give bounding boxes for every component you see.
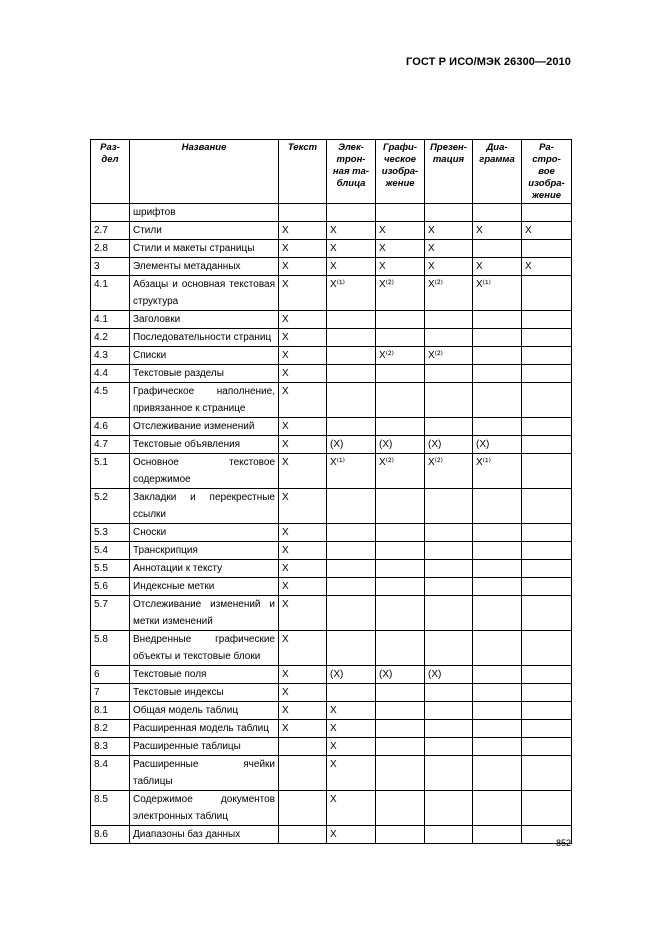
mark-cell <box>279 738 327 756</box>
table-row <box>91 720 572 738</box>
mark-cell <box>327 524 376 542</box>
mark-cell <box>522 489 572 524</box>
table-row <box>91 276 572 311</box>
document-header: ГОСТ Р ИСО/МЭК 26300—2010 <box>406 56 571 68</box>
mark-cell: X <box>279 720 327 738</box>
section-cell: 4.6 <box>91 418 130 436</box>
table-row <box>91 560 572 578</box>
mark-cell <box>425 631 473 666</box>
mark-cell <box>327 596 376 631</box>
mark-cell <box>425 204 473 222</box>
mark-cell: X⁽²⁾ <box>425 347 473 365</box>
mark-cell <box>473 702 522 720</box>
column-header-name: Название <box>130 140 279 204</box>
mark-cell <box>327 204 376 222</box>
mark-cell: X <box>327 222 376 240</box>
mark-cell: X⁽¹⁾ <box>327 454 376 489</box>
mark-cell: X <box>473 258 522 276</box>
mark-cell <box>473 666 522 684</box>
section-cell: 8.1 <box>91 702 130 720</box>
mark-cell <box>473 329 522 347</box>
table-row <box>91 631 572 666</box>
mark-cell <box>376 720 425 738</box>
section-cell: 8.4 <box>91 756 130 791</box>
mark-cell <box>522 578 572 596</box>
name-cell: Стили <box>130 222 279 240</box>
mark-cell: X <box>279 383 327 418</box>
mark-cell <box>376 489 425 524</box>
name-cell: Текстовые индексы <box>130 684 279 702</box>
mark-cell <box>425 578 473 596</box>
mark-cell <box>473 756 522 791</box>
mark-cell: X <box>327 791 376 826</box>
table-row <box>91 684 572 702</box>
mark-cell <box>522 666 572 684</box>
name-cell: Транскрипция <box>130 542 279 560</box>
mark-cell: X <box>279 596 327 631</box>
mark-cell: X <box>279 365 327 383</box>
mark-cell <box>425 684 473 702</box>
mark-cell: X <box>376 222 425 240</box>
mark-cell <box>473 347 522 365</box>
mark-cell <box>522 596 572 631</box>
mark-cell <box>425 524 473 542</box>
section-cell: 5.1 <box>91 454 130 489</box>
column-header-raster: Ра- стро- вое изобра- жение <box>522 140 572 204</box>
mark-cell: X <box>522 258 572 276</box>
mark-cell <box>473 524 522 542</box>
table-row <box>91 542 572 560</box>
mark-cell <box>425 702 473 720</box>
table-row <box>91 756 572 791</box>
name-cell: Основное текстовое содержимое <box>130 454 279 489</box>
mark-cell <box>522 347 572 365</box>
mark-cell <box>425 791 473 826</box>
mark-cell <box>522 383 572 418</box>
table-row <box>91 702 572 720</box>
name-cell: Текстовые поля <box>130 666 279 684</box>
mark-cell <box>279 204 327 222</box>
mark-cell <box>425 596 473 631</box>
section-cell: 5.3 <box>91 524 130 542</box>
mark-cell <box>327 347 376 365</box>
section-cell: 4.7 <box>91 436 130 454</box>
mark-cell <box>522 720 572 738</box>
section-cell: 8.5 <box>91 791 130 826</box>
name-cell: Списки <box>130 347 279 365</box>
mark-cell: X <box>522 222 572 240</box>
mark-cell: X <box>279 329 327 347</box>
mark-cell: (X) <box>376 666 425 684</box>
mark-cell <box>376 631 425 666</box>
mark-cell: X <box>327 738 376 756</box>
mark-cell <box>279 756 327 791</box>
mark-cell <box>376 383 425 418</box>
mark-cell <box>376 684 425 702</box>
table-row <box>91 258 572 276</box>
mark-cell: X <box>327 756 376 791</box>
mark-cell: X⁽¹⁾ <box>327 276 376 311</box>
mark-cell <box>425 418 473 436</box>
mark-cell <box>425 542 473 560</box>
table-row <box>91 666 572 684</box>
mark-cell <box>376 738 425 756</box>
column-header-presentation: Презен- тация <box>425 140 473 204</box>
mark-cell <box>473 631 522 666</box>
mark-cell <box>425 365 473 383</box>
section-cell: 5.8 <box>91 631 130 666</box>
mark-cell <box>327 418 376 436</box>
section-cell: 5.7 <box>91 596 130 631</box>
table-row <box>91 436 572 454</box>
column-header-text: Текст <box>279 140 327 204</box>
mark-cell <box>425 720 473 738</box>
mark-cell: X <box>279 311 327 329</box>
table-row <box>91 383 572 418</box>
mark-cell <box>473 240 522 258</box>
mark-cell: (X) <box>376 436 425 454</box>
table-row <box>91 454 572 489</box>
mark-cell <box>376 365 425 383</box>
mark-cell <box>376 596 425 631</box>
mark-cell <box>522 756 572 791</box>
mark-cell: X <box>279 524 327 542</box>
mark-cell: (X) <box>425 666 473 684</box>
name-cell: Отслеживание изменений <box>130 418 279 436</box>
mark-cell: (X) <box>473 436 522 454</box>
table-row <box>91 578 572 596</box>
mark-cell <box>376 311 425 329</box>
mark-cell <box>327 684 376 702</box>
mark-cell <box>376 702 425 720</box>
section-cell: 4.1 <box>91 276 130 311</box>
section-cell: 4.3 <box>91 347 130 365</box>
column-header-chart: Диа- грамма <box>473 140 522 204</box>
mark-cell <box>425 738 473 756</box>
mark-cell <box>473 738 522 756</box>
mark-cell <box>473 720 522 738</box>
mark-cell <box>376 329 425 347</box>
mark-cell: X <box>425 240 473 258</box>
mark-cell: X⁽²⁾ <box>376 347 425 365</box>
mark-cell: X <box>327 240 376 258</box>
mark-cell: X <box>279 347 327 365</box>
mark-cell: X <box>473 222 522 240</box>
table-header-row <box>91 140 572 204</box>
mark-cell <box>327 631 376 666</box>
name-cell: Внедренные графические объекты и текстовые блоки <box>130 631 279 666</box>
mark-cell <box>425 826 473 844</box>
name-cell: Заголовки <box>130 311 279 329</box>
mark-cell <box>376 542 425 560</box>
name-cell: Аннотации к тексту <box>130 560 279 578</box>
name-cell: Расширенные ячейки таблицы <box>130 756 279 791</box>
mark-cell <box>473 791 522 826</box>
name-cell: Последовательности страниц <box>130 329 279 347</box>
mark-cell <box>279 791 327 826</box>
mark-cell <box>522 311 572 329</box>
mark-cell: (X) <box>327 436 376 454</box>
mark-cell <box>522 738 572 756</box>
mark-cell <box>425 383 473 418</box>
table-row <box>91 365 572 383</box>
table-row <box>91 347 572 365</box>
section-cell: 3 <box>91 258 130 276</box>
section-cell: 5.6 <box>91 578 130 596</box>
mark-cell <box>327 578 376 596</box>
mark-cell <box>376 826 425 844</box>
table-row <box>91 738 572 756</box>
name-cell: Диапазоны баз данных <box>130 826 279 844</box>
name-cell: Текстовые объявления <box>130 436 279 454</box>
mark-cell: X <box>279 276 327 311</box>
table-row <box>91 418 572 436</box>
name-cell: Индексные метки <box>130 578 279 596</box>
table-row <box>91 204 572 222</box>
section-cell: 8.3 <box>91 738 130 756</box>
mark-cell: X <box>425 258 473 276</box>
mark-cell <box>425 311 473 329</box>
mark-cell <box>473 311 522 329</box>
table-row <box>91 524 572 542</box>
mark-cell <box>376 560 425 578</box>
table-row <box>91 826 572 844</box>
mark-cell: X <box>279 418 327 436</box>
mark-cell <box>425 489 473 524</box>
mark-cell <box>473 418 522 436</box>
section-cell: 6 <box>91 666 130 684</box>
section-cell: 2.7 <box>91 222 130 240</box>
column-header-section: Раз- дел <box>91 140 130 204</box>
mark-cell: X <box>279 222 327 240</box>
table-body <box>91 204 572 844</box>
name-cell: Общая модель таблиц <box>130 702 279 720</box>
mark-cell <box>522 542 572 560</box>
mark-cell: X <box>279 631 327 666</box>
mark-cell: X⁽¹⁾ <box>473 454 522 489</box>
mark-cell <box>522 524 572 542</box>
spec-table <box>90 139 572 844</box>
mark-cell <box>327 560 376 578</box>
name-cell: Стили и макеты страницы <box>130 240 279 258</box>
mark-cell <box>522 454 572 489</box>
name-cell: Сноски <box>130 524 279 542</box>
mark-cell: X <box>279 560 327 578</box>
mark-cell <box>376 578 425 596</box>
section-cell: 8.2 <box>91 720 130 738</box>
column-header-graphics: Графи- ческое изобра- жение <box>376 140 425 204</box>
mark-cell <box>376 524 425 542</box>
mark-cell <box>522 631 572 666</box>
mark-cell: X <box>327 826 376 844</box>
mark-cell <box>473 826 522 844</box>
mark-cell: X <box>327 258 376 276</box>
mark-cell <box>473 204 522 222</box>
mark-cell <box>327 542 376 560</box>
table-row <box>91 329 572 347</box>
name-cell: Элементы метаданных <box>130 258 279 276</box>
table-row <box>91 311 572 329</box>
mark-cell <box>473 489 522 524</box>
mark-cell <box>522 329 572 347</box>
page-number: 852 <box>556 838 572 848</box>
mark-cell <box>376 756 425 791</box>
name-cell: Отслеживание изменений и метки изменений <box>130 596 279 631</box>
mark-cell <box>473 684 522 702</box>
section-cell: 5.5 <box>91 560 130 578</box>
mark-cell: X⁽¹⁾ <box>473 276 522 311</box>
mark-cell <box>327 383 376 418</box>
mark-cell: X <box>376 240 425 258</box>
mark-cell: X <box>279 489 327 524</box>
mark-cell <box>327 329 376 347</box>
mark-cell <box>522 204 572 222</box>
mark-cell <box>522 684 572 702</box>
mark-cell: (X) <box>327 666 376 684</box>
mark-cell: X <box>279 666 327 684</box>
section-cell: 4.4 <box>91 365 130 383</box>
mark-cell <box>522 365 572 383</box>
mark-cell: X <box>279 240 327 258</box>
mark-cell <box>473 365 522 383</box>
table-row <box>91 222 572 240</box>
section-cell: 4.1 <box>91 311 130 329</box>
mark-cell: X <box>279 684 327 702</box>
mark-cell: X⁽²⁾ <box>425 454 473 489</box>
mark-cell: X <box>279 454 327 489</box>
section-cell: 4.2 <box>91 329 130 347</box>
mark-cell <box>425 329 473 347</box>
mark-cell <box>327 365 376 383</box>
name-cell: Содержимое документов электронных таблиц <box>130 791 279 826</box>
mark-cell: X⁽²⁾ <box>376 454 425 489</box>
mark-cell <box>279 826 327 844</box>
name-cell: шрифтов <box>130 204 279 222</box>
mark-cell <box>473 383 522 418</box>
mark-cell: X <box>279 578 327 596</box>
mark-cell <box>376 418 425 436</box>
mark-cell: X <box>376 258 425 276</box>
mark-cell <box>376 791 425 826</box>
mark-cell <box>473 542 522 560</box>
name-cell: Абзацы и основная текстовая структура <box>130 276 279 311</box>
mark-cell: X⁽²⁾ <box>376 276 425 311</box>
mark-cell <box>522 240 572 258</box>
mark-cell: X <box>425 222 473 240</box>
name-cell: Графическое наполнение, привязанное к странице <box>130 383 279 418</box>
mark-cell <box>473 596 522 631</box>
mark-cell: X <box>279 702 327 720</box>
mark-cell <box>425 560 473 578</box>
section-cell: 7 <box>91 684 130 702</box>
section-cell: 5.2 <box>91 489 130 524</box>
section-cell: 4.5 <box>91 383 130 418</box>
table-row <box>91 489 572 524</box>
name-cell: Расширенная модель таблиц <box>130 720 279 738</box>
table-row <box>91 596 572 631</box>
mark-cell <box>522 418 572 436</box>
section-cell: 8.6 <box>91 826 130 844</box>
mark-cell: X⁽²⁾ <box>425 276 473 311</box>
mark-cell <box>522 436 572 454</box>
mark-cell: X <box>279 436 327 454</box>
mark-cell: X <box>279 542 327 560</box>
section-cell: 5.4 <box>91 542 130 560</box>
section-cell <box>91 204 130 222</box>
name-cell: Закладки и перекрестные ссылки <box>130 489 279 524</box>
mark-cell <box>522 560 572 578</box>
mark-cell: X <box>327 720 376 738</box>
mark-cell: X <box>279 258 327 276</box>
table-row <box>91 791 572 826</box>
section-cell: 2.8 <box>91 240 130 258</box>
mark-cell <box>327 489 376 524</box>
column-header-spreadsheet: Элек- трон- ная та- блица <box>327 140 376 204</box>
mark-cell <box>376 204 425 222</box>
mark-cell: X <box>327 702 376 720</box>
mark-cell <box>473 578 522 596</box>
mark-cell <box>522 276 572 311</box>
mark-cell <box>425 756 473 791</box>
mark-cell: (X) <box>425 436 473 454</box>
mark-cell <box>327 311 376 329</box>
mark-cell <box>473 560 522 578</box>
name-cell: Текстовые разделы <box>130 365 279 383</box>
mark-cell <box>522 702 572 720</box>
name-cell: Расширенные таблицы <box>130 738 279 756</box>
mark-cell <box>522 791 572 826</box>
table-row <box>91 240 572 258</box>
